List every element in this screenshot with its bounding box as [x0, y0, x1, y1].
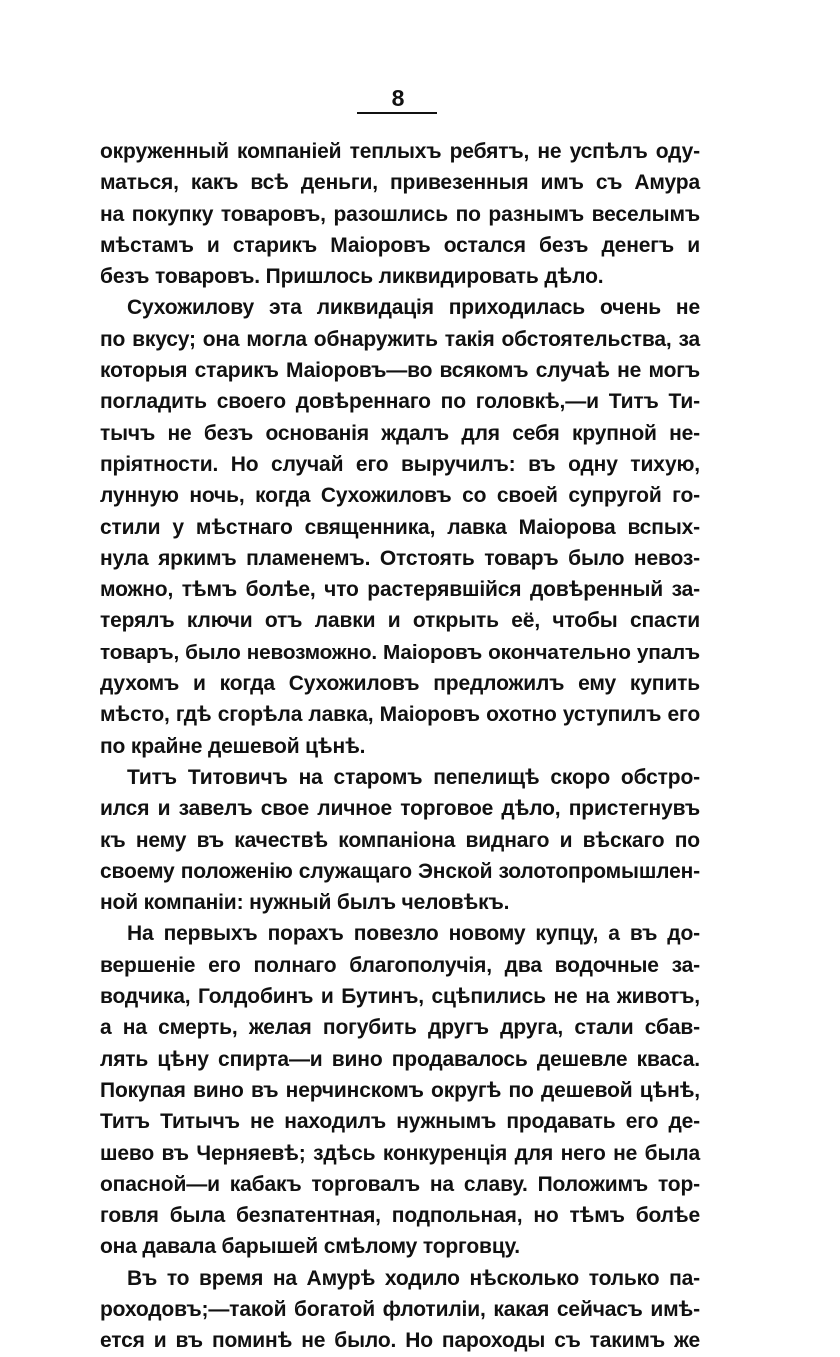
text-line: окруженный компаніей теплыхъ ребятъ, не успѣлъ оду- — [100, 140, 700, 163]
text-line: по вкусу; она могла обнаружить такія обстоятельства, за — [100, 327, 700, 351]
text-line: вершеніе его полнаго благополучія, два водочные за- — [100, 953, 700, 977]
text-line: на покупку товаровъ, разошлись по разнымъ веселымъ — [100, 202, 700, 226]
text-line: безъ товаровъ. Пришлось ликвидировать дѣло. — [100, 265, 604, 289]
text-line: тычъ не безъ основанія ждалъ для себя крупной не- — [100, 421, 700, 445]
body-text — [100, 136, 700, 1357]
text-line: ется и въ поминѣ не было. Но пароходы съ такимъ же — [100, 1329, 700, 1353]
text-line: мѣстамъ и старикъ Маіоровъ остался безъ денегъ и — [100, 233, 700, 257]
text-line: Покупая вино въ нерчинскомъ округѣ по дешевой цѣнѣ, — [100, 1078, 700, 1102]
text-line: по крайне дешевой цѣнѣ. — [100, 734, 366, 758]
text-line: мѣсто, гдѣ сгорѣла лавка, Маіоровъ охотно уступилъ его — [100, 703, 700, 727]
text-line: лунную ночь, когда Сухожиловъ со своей супругой го- — [100, 484, 700, 508]
text-line: можно, тѣмъ болѣе, что растерявшійся довѣренный за- — [100, 578, 700, 602]
text-line: ной компаніи: нужный былъ человѣкъ. — [100, 891, 510, 915]
text-line: Титъ Титовичъ на старомъ пепелищѣ скоро обстро- — [127, 765, 700, 789]
text-line: пріятности. Но случай его выручилъ: въ одну тихую, — [100, 452, 700, 476]
text-line: Титъ Титычъ не находилъ нужнымъ продавать его де- — [100, 1110, 700, 1134]
text-line: духомъ и когда Сухожиловъ предложилъ ему купить — [100, 672, 700, 696]
text-line: погладить своего довѣреннаго по головкѣ,—и Титъ Ти- — [100, 390, 700, 414]
text-line: стили у мѣстнаго священника, лавка Маіорова вспых- — [100, 515, 700, 539]
text-line: говля была безпатентная, подпольная, но тѣмъ болѣе — [100, 1204, 700, 1228]
text-line: водчика, Голдобинъ и Бутинъ, сцѣпились не на животъ, — [100, 985, 700, 1009]
text-line: маться, какъ всѣ деньги, привезенныя имъ съ Амура — [100, 171, 700, 195]
text-line: Сухожилову эта ликвидація приходилась очень не — [127, 296, 700, 320]
text-line: терялъ ключи отъ лавки и открыть её, чтобы спасти — [100, 609, 700, 633]
text-line: своему положенію служащаго Энской золотопромышлен- — [100, 859, 700, 883]
text-line: нула яркимъ пламенемъ. Отстоять товаръ было невоз- — [100, 546, 700, 570]
text-line: а на смерть, желая погубить другъ друга, стали сбав- — [100, 1016, 700, 1040]
text-line: къ нему въ качествѣ компаніона виднаго и вѣскаго по — [100, 828, 700, 852]
text-line: роходовъ;—такой богатой флотиліи, какая сейчасъ имѣ- — [100, 1297, 700, 1321]
text-line: ился и завелъ свое личное торговое дѣло, пристегнувъ — [100, 797, 700, 821]
text-line: На первыхъ порахъ повезло новому купцу, а въ до- — [127, 922, 700, 946]
text-line: она давала барышей смѣлому торговцу. — [100, 1235, 520, 1259]
text-line: опасной—и кабакъ торговалъ на славу. Положимъ тор- — [100, 1172, 700, 1196]
text-line: шево въ Черняевѣ; здѣсь конкуренція для него не была — [100, 1141, 700, 1165]
page-number-rule — [357, 112, 437, 114]
text-line: лять цѣну спирта—и вино продавалось дешевле кваса. — [100, 1047, 700, 1071]
text-line: Въ то время на Амурѣ ходило нѣсколько только па- — [127, 1266, 700, 1290]
text-line: товаръ, было невозможно. Маіоровъ окончательно упалъ — [100, 640, 700, 664]
page-number: 8 — [391, 85, 405, 111]
text-line: которыя старикъ Маіоровъ—во всякомъ случаѣ не могъ — [100, 359, 700, 383]
